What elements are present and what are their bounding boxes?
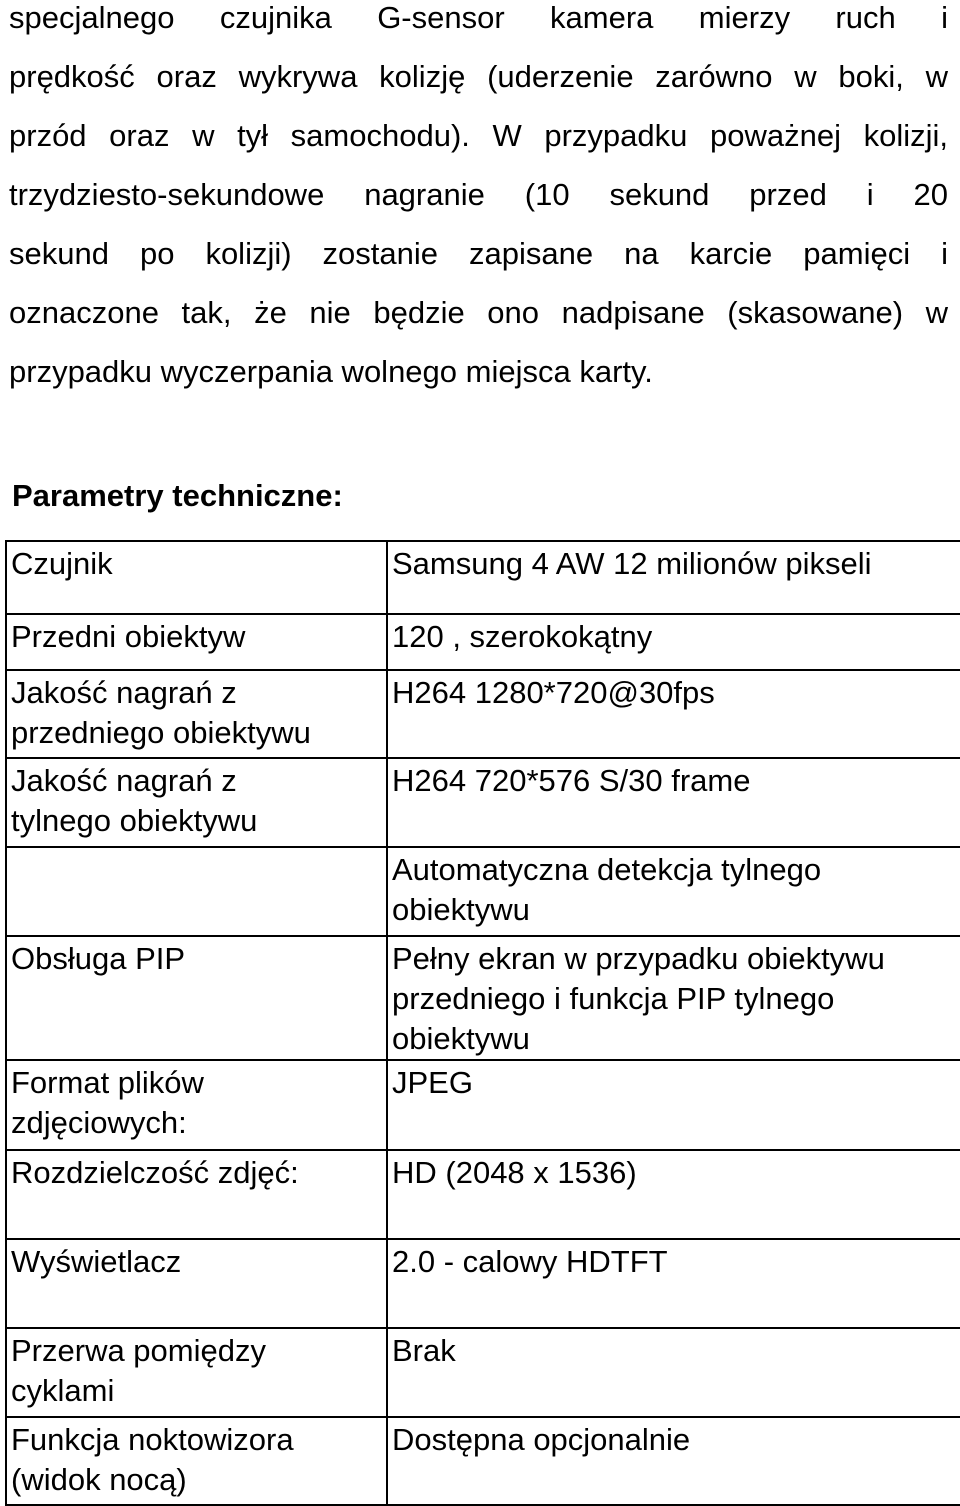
table-row — [6, 614, 960, 670]
intro-line: przód oraz w tył samochodu). W przypadku poważnej kolizji, — [9, 118, 948, 153]
table-row — [6, 847, 960, 936]
intro-line: prędkość oraz wykrywa kolizję (uderzenie zarówno w boki, w — [9, 59, 948, 94]
table-row — [6, 1328, 960, 1417]
spec-value: 2.0 - calowy HDTFT — [387, 1239, 960, 1328]
table-row — [6, 936, 960, 1060]
spec-value: HD (2048 x 1536) — [387, 1150, 960, 1239]
spec-value: Dostępna opcjonalnie — [387, 1417, 960, 1505]
spec-label: Czujnik — [6, 541, 387, 614]
table-row — [6, 1417, 960, 1505]
spec-label: Funkcja noktowizora (widok nocą) — [6, 1417, 387, 1505]
spec-value: Brak — [387, 1328, 960, 1417]
section-heading: Parametry techniczne: — [12, 478, 343, 513]
spec-label: Jakość nagrań z tylnego obiektywu — [6, 758, 387, 847]
spec-label: Format plików zdjęciowych: — [6, 1060, 387, 1150]
spec-value: Samsung 4 AW 12 milionów pikseli — [387, 541, 960, 614]
spec-value: H264 720*576 S/30 frame — [387, 758, 960, 847]
spec-value: Pełny ekran w przypadku obiektywu przedniego i funkcja PIP tylnego obiektywu — [387, 936, 960, 1060]
spec-value: Automatyczna detekcja tylnego obiektywu — [387, 847, 960, 936]
table-row — [6, 1239, 960, 1328]
intro-line: przypadku wyczerpania wolnego miejsca karty. — [9, 354, 653, 389]
table-row — [6, 541, 960, 614]
table-row — [6, 670, 960, 758]
intro-line: trzydziesto-sekundowe nagranie (10 sekund przed i 20 — [9, 177, 948, 212]
intro-line: sekund po kolizji) zostanie zapisane na karcie pamięci i — [9, 236, 948, 271]
spec-label: Obsługa PIP — [6, 936, 387, 1060]
spec-label — [6, 847, 387, 936]
table-row — [6, 1060, 960, 1150]
spec-value: H264 1280*720@30fps — [387, 670, 960, 758]
table-row — [6, 1150, 960, 1239]
intro-line: oznaczone tak, że nie będzie ono nadpisane (skasowane) w — [9, 295, 948, 330]
spec-value: JPEG — [387, 1060, 960, 1150]
spec-label: Jakość nagrań z przedniego obiektywu — [6, 670, 387, 758]
table-row — [6, 758, 960, 847]
spec-label: Przerwa pomiędzy cyklami — [6, 1328, 387, 1417]
spec-value: 120 , szerokokątny — [387, 614, 960, 670]
intro-line: specjalnego czujnika G-sensor kamera mierzy ruch i — [9, 0, 948, 35]
spec-label: Wyświetlacz — [6, 1239, 387, 1328]
spec-label: Przedni obiektyw — [6, 614, 387, 670]
spec-label: Rozdzielczość zdjęć: — [6, 1150, 387, 1239]
specs-table — [5, 540, 960, 1506]
